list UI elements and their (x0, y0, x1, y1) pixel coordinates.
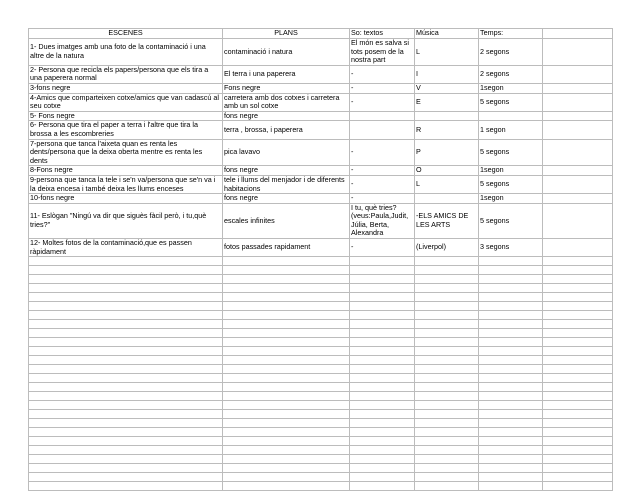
empty-cell[interactable] (29, 356, 223, 365)
empty-cell[interactable] (479, 302, 543, 311)
empty-cell[interactable] (415, 410, 479, 419)
empty-cell[interactable] (415, 284, 479, 293)
empty-cell[interactable] (29, 374, 223, 383)
empty-cell[interactable] (350, 446, 415, 455)
cell-musica[interactable]: V (415, 83, 479, 93)
cell-so[interactable]: - (350, 166, 415, 176)
empty-cell[interactable] (543, 455, 613, 464)
table-row (29, 121, 613, 139)
empty-cell[interactable] (479, 374, 543, 383)
cell-pla[interactable]: fons negre (223, 111, 350, 121)
empty-row (29, 392, 613, 401)
empty-cell[interactable] (543, 392, 613, 401)
empty-cell[interactable] (350, 437, 415, 446)
cell-temps[interactable]: 1segon (479, 194, 543, 204)
empty-cell[interactable] (543, 320, 613, 329)
cell-extra[interactable] (543, 194, 613, 204)
empty-cell[interactable] (223, 311, 350, 320)
empty-cell[interactable] (350, 392, 415, 401)
cell-escena[interactable]: 12- Moltes fotos de la contaminació,que es passen ràpidament (29, 239, 223, 257)
empty-cell[interactable] (223, 257, 350, 266)
cell-musica[interactable]: (Liverpol) (415, 239, 479, 257)
cell-escena[interactable]: 10-fons negre (29, 194, 223, 204)
empty-cell[interactable] (415, 419, 479, 428)
empty-row (29, 410, 613, 419)
cell-temps[interactable]: 1segon (479, 166, 543, 176)
cell-extra[interactable] (543, 83, 613, 93)
header-empty[interactable] (543, 29, 613, 39)
table-row (29, 111, 613, 121)
empty-cell[interactable] (479, 275, 543, 284)
empty-cell[interactable] (223, 455, 350, 464)
empty-cell[interactable] (415, 320, 479, 329)
cell-escena[interactable]: 5- Fons negre (29, 111, 223, 121)
empty-cell[interactable] (350, 320, 415, 329)
empty-cell[interactable] (415, 482, 479, 491)
cell-pla[interactable]: tele i llums del menjador i de diferents habitacions (223, 175, 350, 193)
cell-extra[interactable] (543, 121, 613, 139)
empty-row (29, 266, 613, 275)
cell-so[interactable]: - (350, 93, 415, 111)
empty-cell[interactable] (29, 455, 223, 464)
cell-extra[interactable] (543, 39, 613, 66)
empty-cell[interactable] (350, 464, 415, 473)
table-row (29, 139, 613, 166)
cell-temps[interactable]: 2 segons (479, 39, 543, 66)
empty-cell[interactable] (479, 320, 543, 329)
cell-temps[interactable]: 5 segons (479, 139, 543, 166)
empty-row (29, 437, 613, 446)
empty-cell[interactable] (350, 266, 415, 275)
table-row (29, 239, 613, 257)
empty-row (29, 257, 613, 266)
cell-temps[interactable]: 5 segons (479, 175, 543, 193)
empty-cell[interactable] (350, 419, 415, 428)
cell-musica[interactable]: L (415, 175, 479, 193)
empty-cell[interactable] (350, 338, 415, 347)
empty-cell[interactable] (415, 257, 479, 266)
cell-musica[interactable]: P (415, 139, 479, 166)
empty-cell[interactable] (415, 455, 479, 464)
empty-cell[interactable] (223, 419, 350, 428)
empty-cell[interactable] (29, 338, 223, 347)
empty-cell[interactable] (29, 446, 223, 455)
empty-cell[interactable] (223, 347, 350, 356)
empty-cell[interactable] (29, 266, 223, 275)
empty-cell[interactable] (223, 302, 350, 311)
empty-cell[interactable] (479, 428, 543, 437)
empty-cell[interactable] (223, 437, 350, 446)
empty-cell[interactable] (350, 356, 415, 365)
empty-cell[interactable] (543, 482, 613, 491)
empty-cell[interactable] (223, 329, 350, 338)
empty-row (29, 473, 613, 482)
empty-cell[interactable] (543, 293, 613, 302)
empty-cell[interactable] (415, 464, 479, 473)
empty-cell[interactable] (29, 392, 223, 401)
cell-so[interactable]: - (350, 239, 415, 257)
empty-row (29, 365, 613, 374)
empty-cell[interactable] (479, 347, 543, 356)
empty-cell[interactable] (29, 410, 223, 419)
empty-cell[interactable] (29, 293, 223, 302)
table-row (29, 194, 613, 204)
empty-cell[interactable] (415, 275, 479, 284)
empty-cell[interactable] (415, 329, 479, 338)
empty-row (29, 347, 613, 356)
empty-cell[interactable] (479, 401, 543, 410)
cell-pla[interactable]: fons negre (223, 166, 350, 176)
empty-cell[interactable] (350, 383, 415, 392)
empty-cell[interactable] (223, 374, 350, 383)
empty-cell[interactable] (29, 401, 223, 410)
empty-cell[interactable] (223, 365, 350, 374)
table-row (29, 166, 613, 176)
empty-cell[interactable] (415, 338, 479, 347)
empty-row (29, 455, 613, 464)
cell-musica[interactable]: I (415, 65, 479, 83)
empty-cell[interactable] (350, 284, 415, 293)
empty-cell[interactable] (479, 446, 543, 455)
empty-cell[interactable] (29, 284, 223, 293)
table-row (29, 93, 613, 111)
empty-cell[interactable] (223, 275, 350, 284)
empty-cell[interactable] (29, 419, 223, 428)
cell-extra[interactable] (543, 203, 613, 238)
empty-cell[interactable] (29, 464, 223, 473)
empty-cell[interactable] (223, 473, 350, 482)
empty-cell[interactable] (223, 293, 350, 302)
empty-cell[interactable] (479, 419, 543, 428)
empty-cell[interactable] (415, 293, 479, 302)
empty-cell[interactable] (415, 437, 479, 446)
empty-cell[interactable] (350, 428, 415, 437)
empty-cell[interactable] (350, 347, 415, 356)
cell-so[interactable]: - (350, 83, 415, 93)
header-plans[interactable]: PLANS (223, 29, 350, 39)
scene-table (28, 28, 613, 491)
empty-cell[interactable] (223, 464, 350, 473)
empty-cell[interactable] (479, 464, 543, 473)
cell-temps[interactable] (479, 111, 543, 121)
cell-pla[interactable]: terra , brossa, i paperera (223, 121, 350, 139)
header-musica[interactable]: Música (415, 29, 479, 39)
empty-cell[interactable] (543, 428, 613, 437)
cell-temps[interactable]: 5 segons (479, 203, 543, 238)
empty-cell[interactable] (543, 464, 613, 473)
cell-escena[interactable]: 2- Persona que recicla els papers/persona que els tira a una paperera normal (29, 65, 223, 83)
empty-cell[interactable] (479, 311, 543, 320)
cell-extra[interactable] (543, 93, 613, 111)
empty-cell[interactable] (223, 482, 350, 491)
cell-so[interactable]: - (350, 175, 415, 193)
empty-cell[interactable] (415, 392, 479, 401)
cell-musica[interactable]: -ELS AMICS DE LES ARTS (415, 203, 479, 238)
empty-row (29, 329, 613, 338)
empty-row (29, 302, 613, 311)
empty-cell[interactable] (543, 437, 613, 446)
header-escenes[interactable]: ESCENES (29, 29, 223, 39)
empty-cell[interactable] (479, 437, 543, 446)
cell-extra[interactable] (543, 65, 613, 83)
empty-cell[interactable] (415, 383, 479, 392)
empty-cell[interactable] (543, 410, 613, 419)
empty-row (29, 383, 613, 392)
empty-cell[interactable] (223, 284, 350, 293)
empty-row (29, 401, 613, 410)
empty-cell[interactable] (415, 365, 479, 374)
cell-extra[interactable] (543, 139, 613, 166)
empty-cell[interactable] (29, 482, 223, 491)
empty-cell[interactable] (415, 374, 479, 383)
empty-cell[interactable] (415, 347, 479, 356)
empty-cell[interactable] (479, 338, 543, 347)
empty-cell[interactable] (29, 329, 223, 338)
empty-cell[interactable] (479, 356, 543, 365)
empty-row (29, 374, 613, 383)
cell-so[interactable]: - (350, 65, 415, 83)
empty-cell[interactable] (223, 356, 350, 365)
empty-cell[interactable] (543, 383, 613, 392)
empty-row (29, 275, 613, 284)
empty-cell[interactable] (29, 347, 223, 356)
empty-cell[interactable] (223, 428, 350, 437)
empty-cell[interactable] (479, 293, 543, 302)
cell-pla[interactable]: fons negre (223, 194, 350, 204)
empty-cell[interactable] (479, 266, 543, 275)
cell-escena[interactable]: 9-persona que tanca la tele i se'n va/persona que se'n va i la deixa encesa i també deixa les llums enceses (29, 175, 223, 193)
cell-pla[interactable]: Fons negre (223, 83, 350, 93)
empty-row (29, 293, 613, 302)
empty-cell[interactable] (350, 329, 415, 338)
header-so-textos[interactable]: So: textos (350, 29, 415, 39)
empty-cell[interactable] (223, 338, 350, 347)
empty-cell[interactable] (350, 257, 415, 266)
empty-cell[interactable] (479, 473, 543, 482)
empty-cell[interactable] (415, 401, 479, 410)
cell-escena[interactable]: 7-persona que tanca l'aixeta quan es renta les dents/persona que la deixa oberta mentre es renta les dents (29, 139, 223, 166)
cell-temps[interactable]: 3 segons (479, 239, 543, 257)
empty-cell[interactable] (415, 311, 479, 320)
empty-cell[interactable] (415, 302, 479, 311)
empty-cell[interactable] (543, 284, 613, 293)
header-temps[interactable]: Temps: (479, 29, 543, 39)
empty-row (29, 482, 613, 491)
empty-cell[interactable] (543, 338, 613, 347)
empty-cell[interactable] (543, 473, 613, 482)
empty-cell[interactable] (350, 311, 415, 320)
empty-row (29, 428, 613, 437)
header-row (29, 29, 613, 39)
empty-cell[interactable] (479, 410, 543, 419)
empty-cell[interactable] (543, 329, 613, 338)
empty-cell[interactable] (543, 257, 613, 266)
empty-cell[interactable] (415, 266, 479, 275)
empty-cell[interactable] (350, 455, 415, 464)
cell-extra[interactable] (543, 175, 613, 193)
empty-cell[interactable] (543, 446, 613, 455)
cell-escena[interactable]: 3-fons negre (29, 83, 223, 93)
cell-temps[interactable]: 2 segons (479, 65, 543, 83)
empty-cell[interactable] (350, 482, 415, 491)
empty-cell[interactable] (543, 419, 613, 428)
cell-pla[interactable]: carretera amb dos cotxes i carretera amb un sol cotxe (223, 93, 350, 111)
empty-cell[interactable] (350, 302, 415, 311)
empty-cell[interactable] (543, 365, 613, 374)
cell-escena[interactable]: 1- Dues imatges amb una foto de la contaminació i una altre de la natura (29, 39, 223, 66)
empty-cell[interactable] (29, 428, 223, 437)
empty-cell[interactable] (543, 275, 613, 284)
cell-extra[interactable] (543, 111, 613, 121)
cell-escena[interactable]: 8-Fons negre (29, 166, 223, 176)
empty-cell[interactable] (415, 446, 479, 455)
empty-rows (29, 257, 613, 491)
empty-cell[interactable] (479, 455, 543, 464)
empty-cell[interactable] (223, 392, 350, 401)
empty-cell[interactable] (223, 446, 350, 455)
empty-cell[interactable] (415, 473, 479, 482)
empty-row (29, 338, 613, 347)
cell-escena[interactable]: 11- Eslògan "Ningú va dir que siguès fàcil però, i tu,què tries?" (29, 203, 223, 238)
empty-cell[interactable] (350, 293, 415, 302)
empty-cell[interactable] (29, 302, 223, 311)
empty-cell[interactable] (479, 383, 543, 392)
empty-cell[interactable] (350, 410, 415, 419)
empty-cell[interactable] (223, 410, 350, 419)
empty-cell[interactable] (29, 437, 223, 446)
table-row (29, 83, 613, 93)
cell-musica[interactable]: E (415, 93, 479, 111)
cell-pla[interactable]: El terra i una paperera (223, 65, 350, 83)
cell-escena[interactable]: 4-Amics que comparteixen cotxe/amics que van cadascú al seu cotxe (29, 93, 223, 111)
empty-cell[interactable] (350, 374, 415, 383)
table-row (29, 39, 613, 66)
cell-pla[interactable]: fotos passades rapidament (223, 239, 350, 257)
empty-cell[interactable] (479, 392, 543, 401)
empty-row (29, 356, 613, 365)
cell-extra[interactable] (543, 166, 613, 176)
cell-pla[interactable]: escales infinites (223, 203, 350, 238)
empty-row (29, 284, 613, 293)
cell-so[interactable]: El món es salva si tots posem de la nostra part (350, 39, 415, 66)
empty-cell[interactable] (415, 428, 479, 437)
empty-cell[interactable] (415, 356, 479, 365)
cell-musica[interactable] (415, 111, 479, 121)
cell-pla[interactable]: contaminació i natura (223, 39, 350, 66)
cell-pla[interactable]: pica lavavo (223, 139, 350, 166)
cell-musica[interactable] (415, 194, 479, 204)
table-row (29, 65, 613, 83)
cell-musica[interactable]: O (415, 166, 479, 176)
empty-cell[interactable] (543, 302, 613, 311)
empty-cell[interactable] (350, 401, 415, 410)
empty-cell[interactable] (29, 320, 223, 329)
table-row (29, 175, 613, 193)
empty-cell[interactable] (350, 365, 415, 374)
cell-so[interactable]: - (350, 139, 415, 166)
cell-so[interactable]: I tu, què tries? (veus:Paula,Judit, Júlia, Berta, Alexandra (350, 203, 415, 238)
cell-so[interactable] (350, 111, 415, 121)
empty-cell[interactable] (479, 284, 543, 293)
empty-cell[interactable] (543, 401, 613, 410)
empty-cell[interactable] (29, 257, 223, 266)
empty-cell[interactable] (543, 311, 613, 320)
cell-temps[interactable]: 1 segon (479, 121, 543, 139)
empty-cell[interactable] (223, 320, 350, 329)
cell-extra[interactable] (543, 239, 613, 257)
empty-cell[interactable] (29, 275, 223, 284)
empty-cell[interactable] (543, 347, 613, 356)
cell-so[interactable] (350, 121, 415, 139)
empty-row (29, 419, 613, 428)
cell-musica[interactable]: R (415, 121, 479, 139)
cell-temps[interactable]: 5 segons (479, 93, 543, 111)
empty-cell[interactable] (223, 266, 350, 275)
empty-cell[interactable] (479, 365, 543, 374)
cell-escena[interactable]: 6- Persona que tira el paper a terra i l'altre que tira la brossa a les escombreries (29, 121, 223, 139)
empty-row (29, 464, 613, 473)
cell-musica[interactable]: L (415, 39, 479, 66)
empty-row (29, 446, 613, 455)
empty-cell[interactable] (543, 266, 613, 275)
empty-cell[interactable] (479, 329, 543, 338)
empty-cell[interactable] (543, 374, 613, 383)
cell-temps[interactable]: 1segon (479, 83, 543, 93)
empty-cell[interactable] (223, 383, 350, 392)
empty-row (29, 311, 613, 320)
empty-cell[interactable] (350, 473, 415, 482)
empty-cell[interactable] (350, 275, 415, 284)
empty-cell[interactable] (543, 356, 613, 365)
empty-cell[interactable] (479, 482, 543, 491)
empty-cell[interactable] (29, 311, 223, 320)
empty-cell[interactable] (29, 473, 223, 482)
empty-cell[interactable] (29, 383, 223, 392)
empty-cell[interactable] (29, 365, 223, 374)
cell-so[interactable]: - (350, 194, 415, 204)
empty-cell[interactable] (223, 401, 350, 410)
empty-cell[interactable] (479, 257, 543, 266)
empty-row (29, 320, 613, 329)
table-row (29, 203, 613, 238)
